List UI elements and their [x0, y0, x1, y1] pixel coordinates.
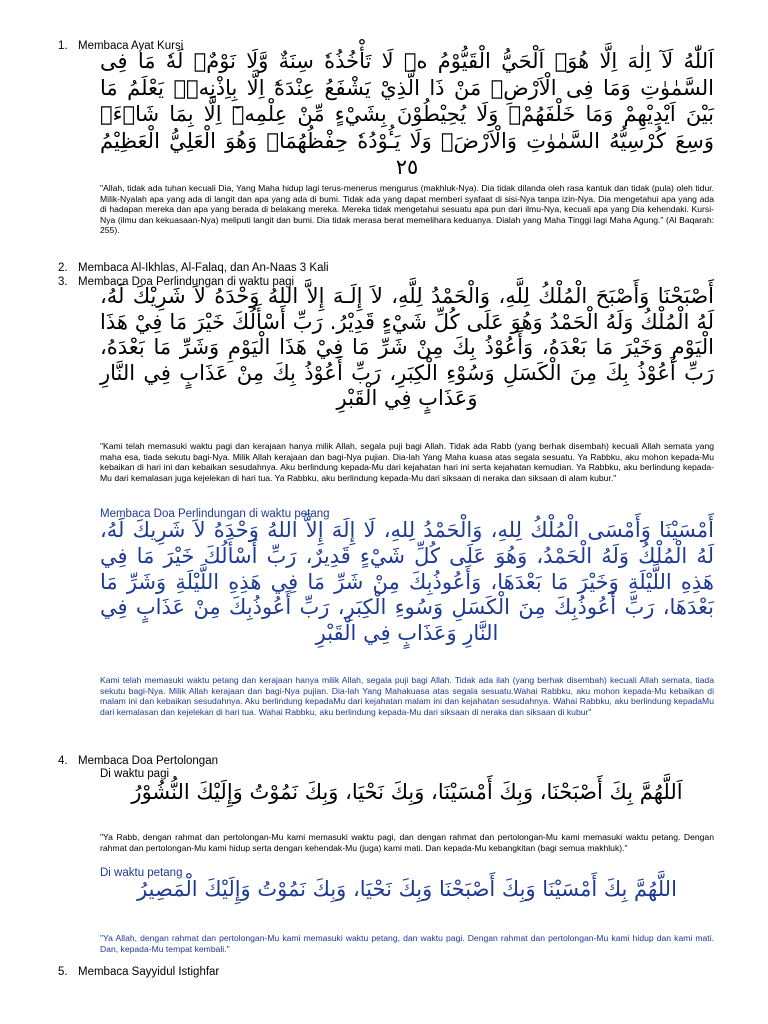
list-item-three-quls: [58, 262, 329, 275]
item-title: Membaca Doa Pertolongan: [78, 755, 218, 767]
item-number: 2.: [58, 262, 68, 274]
item-title: Membaca Ayat Kursi: [78, 40, 184, 52]
pertolongan-pagi-arabic: اَللَّهُمَّ بِكَ أَصْبَحْنَا، وَبِكَ أَمْسَيْنَا، وَبِكَ نَحْيَا، وَبِكَ نَمُوْتُ وَإِلَيْكَ النُّشُوْرُ: [131, 780, 683, 804]
item-number: 3.: [58, 276, 68, 288]
doa-petang-heading: Membaca Doa Perlindungan di waktu petang: [100, 508, 330, 520]
item-number: 4.: [58, 755, 68, 767]
list-item-sayyidul-istighfar: [58, 966, 220, 979]
item-number: 1.: [58, 40, 68, 52]
pertolongan-pagi-label: Di waktu pagi: [100, 768, 170, 780]
pertolongan-pagi-translation: "Ya Rabb, dengan rahmat dan pertolongan-Mu kami memasuki waktu pagi, dan dengan rahmat dan pertolongan-Mu kami memasuki waktu petang. Dengan rahmat dan pertolongan-Mu kami hidup serta dengan kehendak-Mu (juga) kami mati. Dan kepada-Mu kebangkitan (bagi semua makhluk).": [100, 832, 714, 853]
doa-pagi-arabic: أَصْبَحْنَا وَأَصْبَحَ الْمُلْكُ لِلَّهِ، وَالْحَمْدُ لِلَّهِ، لاَ إِلَـهَ إِلاَّ اللهُ وَحْدَهُ لاَ شَرِيْكَ لَهُ، لَهُ الْمُلْكُ وَلَهُ الْحَمْدُ وَهُوَ عَلَى كُلِّ شَيْءٍ قَدِيْرُ. رَبِّ أَسْأَلُكَ خَيْرَ مَا فِيْ هَذَا الْيَوْمِ وَخَيْرَ مَا بَعْدَهُ، وَأَعُوْذُ بِكَ مِنْ شَرِّ مَا فِيْ هَذَا الْيَوْمِ وَشَرِّ مَا بَعْدَهُ، رَبِّ أَعُوْذُ بِكَ مِنَ الْكَسَلِ وَسُوْءِ الْكِبَرِ، رَبِّ أَعُوْذُ بِكَ مِنْ عَذَابٍ فِي النَّارِ وَعَذَابٍ فِي الْقَبْرِ: [100, 284, 714, 410]
ayat-kursi-arabic: اَللّٰهُ لَآ اِلٰهَ اِلَّا هُوَۚ اَلْحَيُّ الْقَيُّوْمُ ەۚ لَا تَأْخُذُهٗ سِنَةٌ وَّلَا نَوْمٌۗ لَهٗ مَا فِى السَّمٰوٰتِ وَمَا فِى الْاَرْضِۗ مَنْ ذَا الَّذِيْ يَشْفَعُ عِنْدَهٗٓ اِلَّا بِاِذْنِهٖۗ يَعْلَمُ مَا بَيْنَ اَيْدِيْهِمْ وَمَا خَلْفَهُمْۚ وَلَا يُحِيْطُوْنَ بِشَيْءٍ مِّنْ عِلْمِهٖٓ اِلَّا بِمَا شَاۤءَۚ وَسِعَ كُرْسِيُّهُ السَّمٰوٰتِ وَالْاَرْضَۚ وَلَا يَـُٔوْدُهٗ حِفْظُهُمَاۚ وَهُوَ الْعَلِيُّ الْعَظِيْمُ ٢٥: [100, 49, 714, 179]
item-title: Membaca Sayyidul Istighfar: [78, 966, 220, 978]
pertolongan-petang-label: Di waktu petang: [100, 867, 183, 879]
pertolongan-petang-translation: "Ya Allah, dengan rahmat dan pertolongan-Mu kami memasuki waktu petang, dan waktu pagi. Dengan rahmat dan pertolongan-Mu kami hidup dan kami mati. Dan, kepada-Mu tempat kembali.": [100, 933, 714, 954]
item-number: 5.: [58, 966, 68, 978]
ayat-kursi-translation: "Allah, tidak ada tuhan kecuali Dia, Yang Maha hidup lagi terus-menerus mengurus (makhluk-Nya). Dia tidak dilanda oleh rasa kantuk dan tidak (pula) oleh tidur. Milik-Nyalah apa yang ada di langit dan apa yang ada di bumi. Tidak ada yang dapat memberi syafaat di sisi-Nya tanpa izin-Nya. Dia mengetahui apa yang ada di hadapan mereka dan apa yang berada di belakang mereka. Mereka tidak mengetahui sesuatu apa pun dari ilmu-Nya, kecuali apa yang Dia kehendaki. Kursi-Nya (ilmu dan kekuasaan-Nya) meliputi langit dan bumi. Dia tidak merasa berat memelihara keduanya. Dialah yang Maha Tinggi lagi Maha Agung." (Al Baqarah: 255).: [100, 183, 714, 236]
item-title: Membaca Doa Perlindungan di waktu pagi: [78, 276, 295, 288]
item-title: Membaca Al-Ikhlas, Al-Falaq, dan An-Naas 3 Kali: [78, 262, 329, 274]
doa-petang-arabic: أَمْسَيْنَا وَأَمْسَى الْمُلْكُ لِلهِ، وَالْحَمْدُ لِلهِ، لَا إِلَهَ إِلاَّ اللهُ وَحْدَهُ لاَ شَرِيكَ لَهُ، لَهُ الْمُلْكُ وَلَهُ الْحَمْدُ، وَهُوَ عَلَى كُلِّ شَيْءٍ قَدِيرٌ، رَبِّ أَسْأَلُكَ خَيْرَ مَا فِي هَذِهِ اللَّيْلَةِ وَخَيْرَ مَا بَعْدَهَا، وَأَعُوذُبِكَ مِنْ شَرِّ مَا فِي هَذِهِ اللَّيْلَةِ وَشَرِّ مَا بَعْدَهَا، رَبِّ أَعُوذُبِكَ مِنَ الْكَسَلِ وَسُوءِ الْكِبَرِ، رَبِّ أَعُوذُبِكَ مِنْ عَذَابٍ فِي النَّارِ وَعَذَابٍ فِي الْقَبْرِ: [100, 518, 714, 646]
pertolongan-petang-arabic: اللَّهُمَّ بِكَ أَمْسَيْنَا وَبِكَ أَصْبَحْنَا وَبِكَ نَحْيَا، وَبِكَ نَمُوْتُ وَإِلَيْكَ الْمَصِيرُ: [137, 877, 677, 901]
list-item-doa-pertolongan: [58, 755, 218, 768]
doa-pagi-translation: "Kami telah memasuki waktu pagi dan kerajaan hanya milik Allah, segala puji bagi Allah. Tidak ada Rabb (yang berhak disembah) kecuali Allah semata yang maha esa, tiada sekutu bagi-Nya. Milik Allah kerajaan dan bagi-Nya pujian. Dia-lah Yang Maha kuasa atas segala sesuatu. Ya Rabbku, aku mohon kepada-Mu kebaikan di hari ini dan kebaikan sesudahnya. Aku berlindung kepada-Mu dari kejahatan hari ini serta kejahatan kemudian. Ya Rabbku, aku berlindung kepada-Mu dari kemalasan juga kejelekan di hari tua. Ya Rabbku, aku berlindung kepada-Mu dari siksaan di neraka dan siksaan di alam kubur.": [100, 441, 714, 483]
doa-petang-translation: Kami telah memasuki waktu petang dan kerajaan hanya milik Allah, segala puji bagi Allah. Tidak ada ilah (yang berhak disembah) kecuali Allah semata, tiada sekutu bagi-Nya. Milik Allah kerajaan dan bagi-Nya pujian. Dia-lah Yang Mahakuasa atas segala sesuatu.Wahai Rabbku, aku mohon kepada-Mu kebaikan di malam ini dan kebaikan sesudahnya. Aku berlindung kepadaMu dari kejahatan malam ini dan kejahatan sesudahnya. Wahai Rabbku, aku berlindung kepadaMu dari kemalasan dan kejelekan di hari tua. Wahai Rabbku, aku berlindung kepada-Mu dari siksaan di neraka dan siksaan di kubur": [100, 675, 714, 717]
